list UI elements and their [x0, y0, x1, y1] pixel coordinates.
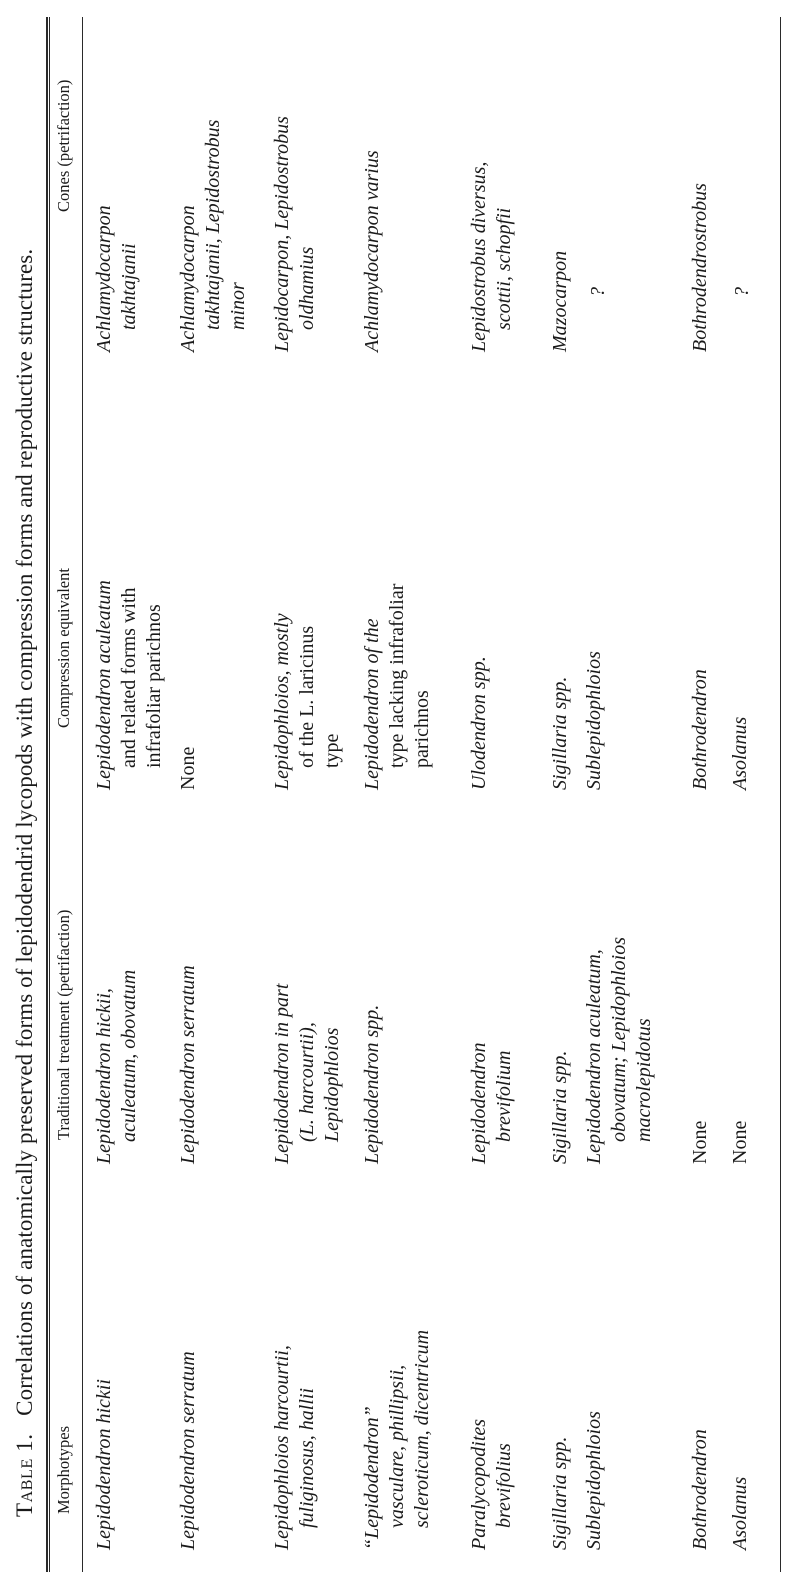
- cell-traditional: Lepidodendron serratum: [177, 965, 199, 1164]
- cell-morphotype: Asolanus: [729, 1476, 751, 1550]
- column-header-traditional-treatment: Traditional treatment (petrifaction): [54, 909, 73, 1140]
- top-rule-inner: [49, 17, 50, 1572]
- cell-traditional: Lepidodendron brevifolium: [468, 1042, 515, 1164]
- cell-compression: Bothrodendron: [689, 669, 711, 790]
- cell-morphotype: Sigillaria spp.: [549, 1436, 571, 1550]
- header-rule: [82, 17, 83, 1572]
- bottom-rule: [780, 17, 781, 1572]
- cell-compression: None: [177, 746, 199, 790]
- cell-morphotype: “Lepidodendron” vasculare, phillipsii, scleroticum, dicentricum: [361, 1329, 433, 1550]
- cell-compression: Sublepidophloios: [583, 651, 605, 790]
- cell-cones: Achlamydocarpon varius: [361, 150, 383, 352]
- cell-compression: Ulodendron spp.: [468, 656, 490, 790]
- top-rule: [46, 17, 48, 1572]
- cell-compression: Lepidodendron of the type lacking infrafoliar parichnos: [361, 583, 433, 790]
- cell-cones: Lepidocarpon, Lepidostrobus oldhamius: [271, 116, 318, 352]
- cell-traditional: Sigillaria spp.: [549, 1050, 571, 1164]
- rotated-table-page: [8, 17, 783, 1572]
- cell-traditional: Lepidodendron spp.: [361, 1004, 383, 1164]
- cell-morphotype: Lepidodendron serratum: [177, 1351, 199, 1550]
- cell-compression: Sigillaria spp.: [549, 676, 571, 790]
- cell-compression: Asolanus: [729, 716, 751, 790]
- cell-morphotype: Lepidophloios harcourtii, fuliginosus, hallii: [271, 1345, 318, 1550]
- cell-traditional: Lepidodendron hickii, aculeatum, obovatum: [93, 969, 140, 1164]
- cell-cones: Achlamydocarpon takhtajanii: [93, 205, 140, 352]
- table-caption: [12, 249, 38, 1517]
- cell-cones: Achlamydocarpon takhtajanii, Lepidostrobus minor: [177, 119, 249, 352]
- cell-morphotype: Paralycopodites brevifolius: [468, 1418, 515, 1550]
- cell-traditional: None: [729, 1120, 751, 1164]
- table-caption-text: Correlations of anatomically preserved forms of lepidodendrid lycopods with compression forms and reproductive structures.: [12, 248, 37, 1416]
- cell-cones: ?: [587, 287, 609, 297]
- cell-morphotype: Bothrodendron: [689, 1429, 711, 1550]
- column-header-morphotypes: Morphotypes: [54, 1426, 73, 1514]
- table-caption-label: Table 1.: [12, 1433, 37, 1517]
- column-header-compression-equivalent: Compression equivalent: [54, 568, 73, 728]
- column-header-cones: Cones (petrifaction): [54, 79, 73, 212]
- cell-cones: ?: [731, 287, 753, 297]
- cell-compression: Lepidophloios, mostly of the L. laricinus type: [271, 613, 343, 790]
- cell-traditional: Lepidodendron in part (L. harcourtii), Lepidophloios: [271, 983, 343, 1164]
- cell-traditional: Lepidodendron aculeatum, obovatum; Lepidophloios macrolepidotus: [583, 937, 655, 1164]
- cell-cones: Mazocarpon: [549, 250, 571, 352]
- cell-compression: Lepidodendron aculeatum and related forms with infrafoliar parichnos: [93, 580, 165, 790]
- cell-traditional: None: [689, 1120, 711, 1164]
- cell-morphotype: Sublepidophloios: [583, 1411, 605, 1550]
- cell-cones: Lepidostrobus diversus, scottii, schopfii: [468, 161, 515, 352]
- cell-cones: Bothrodendrostrobus: [689, 183, 711, 352]
- cell-morphotype: Lepidodendron hickii: [93, 1379, 115, 1550]
